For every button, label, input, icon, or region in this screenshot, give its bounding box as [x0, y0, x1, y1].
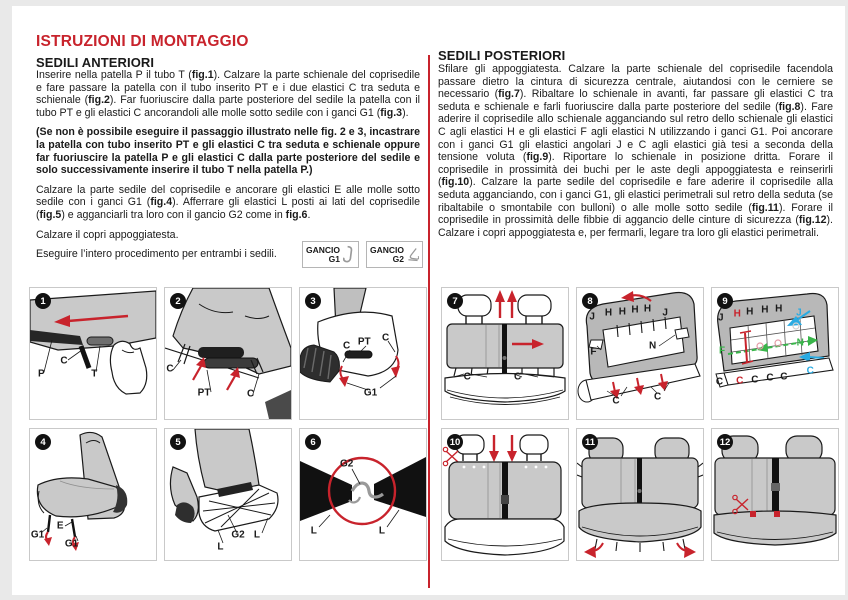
figure-number-badge: 12: [717, 434, 733, 450]
rear-seats-text: [438, 63, 833, 246]
front-seats-heading: SEDILI ANTERIORI: [36, 55, 155, 70]
gancio-g1-label: GANCIO G1: [306, 244, 340, 264]
figure-panel-11: [576, 428, 704, 561]
figure-labels: G1 E G1: [30, 520, 79, 550]
figure-labels: J H H H H J F N C C C C C C: [715, 303, 814, 388]
figure-panel-9: [711, 287, 839, 420]
figure-labels: [442, 429, 568, 560]
figure-panel-10: [441, 428, 569, 561]
figure-panel-12: [711, 428, 839, 561]
figure-panel-7: [441, 287, 569, 420]
figure-panel-8: [576, 287, 704, 420]
paragraph: Eseguire l’intero procedimento per entrambi i sedili.: [36, 248, 277, 261]
gancio-g2-label: GANCIO G2: [370, 244, 404, 264]
figure-labels: J H H H H J F N C C: [589, 303, 668, 407]
figure-number-badge: 10: [447, 434, 463, 450]
figure-labels: P C T: [37, 355, 98, 380]
figure-panel-3: [299, 287, 427, 420]
figure-labels: C PT C: [166, 363, 255, 400]
front-seats-text: [36, 69, 420, 268]
figure-number-badge: 5: [170, 434, 186, 450]
figure-number-badge: 3: [305, 293, 321, 309]
figure-number-badge: 8: [582, 293, 598, 309]
figure-number-badge: 2: [170, 293, 186, 309]
paragraph: Calzare la parte sedile del coprisedile e ancorare gli elastici E alle molle sotto sedile con i ganci G1 (fig.4). Afferrare gli elastici L posti ai lati del coprisedile (fig.5) e agganciarli tra loro con il gancio G2 come in fig.6.: [36, 183, 420, 221]
paragraph: (Se non è possibile eseguire il passaggio illustrato nelle fig. 2 e 3, incastrare la patella con tubo inserito PT e gli elastici C tra seduta e schienale oppure far fuoriuscire la patella P e gli elastici C dalla parte posteriore del sedile e solo successivamente inserire il tubo T nella patella P.): [36, 126, 420, 177]
figure-panel-6: [299, 428, 427, 561]
figure-labels: [712, 429, 838, 560]
figure-labels: C C: [463, 371, 522, 383]
column-divider: [428, 55, 430, 588]
figure-number-badge: 11: [582, 434, 598, 450]
figure-labels: G2 L L: [217, 529, 261, 553]
figure-panel-1: [29, 287, 157, 420]
figure-number-badge: 4: [35, 434, 51, 450]
figure-number-badge: 9: [717, 293, 733, 309]
rear-seats-heading: SEDILI POSTERIORI: [438, 48, 566, 63]
figure-number-badge: 6: [305, 434, 321, 450]
gancio-g2-legend: [366, 241, 423, 268]
gancio-g1-legend: [302, 241, 359, 268]
paragraph: Sfilare gli appoggiatesta. Calzare la parte schienale del coprisedile facendola passare dietro la cintura di sicurezza centrale, aiutandosi con le cerniere se necessario (fig.7). Ribaltare lo schienale in avanti, far passare gli elastici C tra seduta e schienale e farli fuoriuscire dalla parte posteriore del sedile (fig.8). Fare aderire il coprisedile allo schienale agganciando sul retro dello schienale gli elastici C agli elastici H e gli elastici F agli elastici N utilizzando i ganci G1. Poi ancorare con i ganci G1 gli elastici angolari J e C agli elastici già tesi a seconda della tensione voluta (fig.9). Riportare lo schienale in posizione dritta. Forare il coprisedile in prossimità dei buchi per le aste degli appoggiatesta e reinserirli (fig.10). Calzare la parte sedile del coprisedile e fare aderire il coprisedile alla seduta agganciando, con i ganci G1, gli elastici perimetrali sul retro della seduta (se ribaltabile o smontabile con bulloni) o alle molle sotto sedile (fig.11). Forare il coprisedile in prossimità delle fibbie di aggancio delle cinture di sicurezza (fig.12). Calzare i copri appoggiatesta e, per fermarli, legare tra loro gli elastici perimetrali.: [438, 63, 833, 239]
paragraph: Inserire nella patella P il tubo T (fig.1). Calzare la parte schienale del coprisedile e fare passare la patella con il tubo inserito PT e i due elastici C tra seduta e schienale (fig.2). Far fuoriuscire dalla parte posteriore del sedile la patella con il tubo PT e gli elastici C ancorandoli alle molle sotto sedile con i ganci G1 (fig.3).: [36, 69, 420, 119]
figure-panel-2: [164, 287, 292, 420]
g2-hook-icon: [407, 244, 419, 265]
figure-number-badge: 7: [447, 293, 463, 309]
page-title: ISTRUZIONI DI MONTAGGIO: [36, 33, 249, 50]
figure-labels: C PT C G1: [342, 332, 390, 399]
figure-number-badge: 1: [35, 293, 51, 309]
paragraph: Calzare il copri appoggiatesta.: [36, 228, 179, 241]
figure-panel-5: [164, 428, 292, 561]
figure-labels: [577, 429, 703, 560]
g1-hook-icon: [343, 244, 355, 265]
figure-panel-4: [29, 428, 157, 561]
figure-labels: G2 L L: [310, 458, 385, 537]
